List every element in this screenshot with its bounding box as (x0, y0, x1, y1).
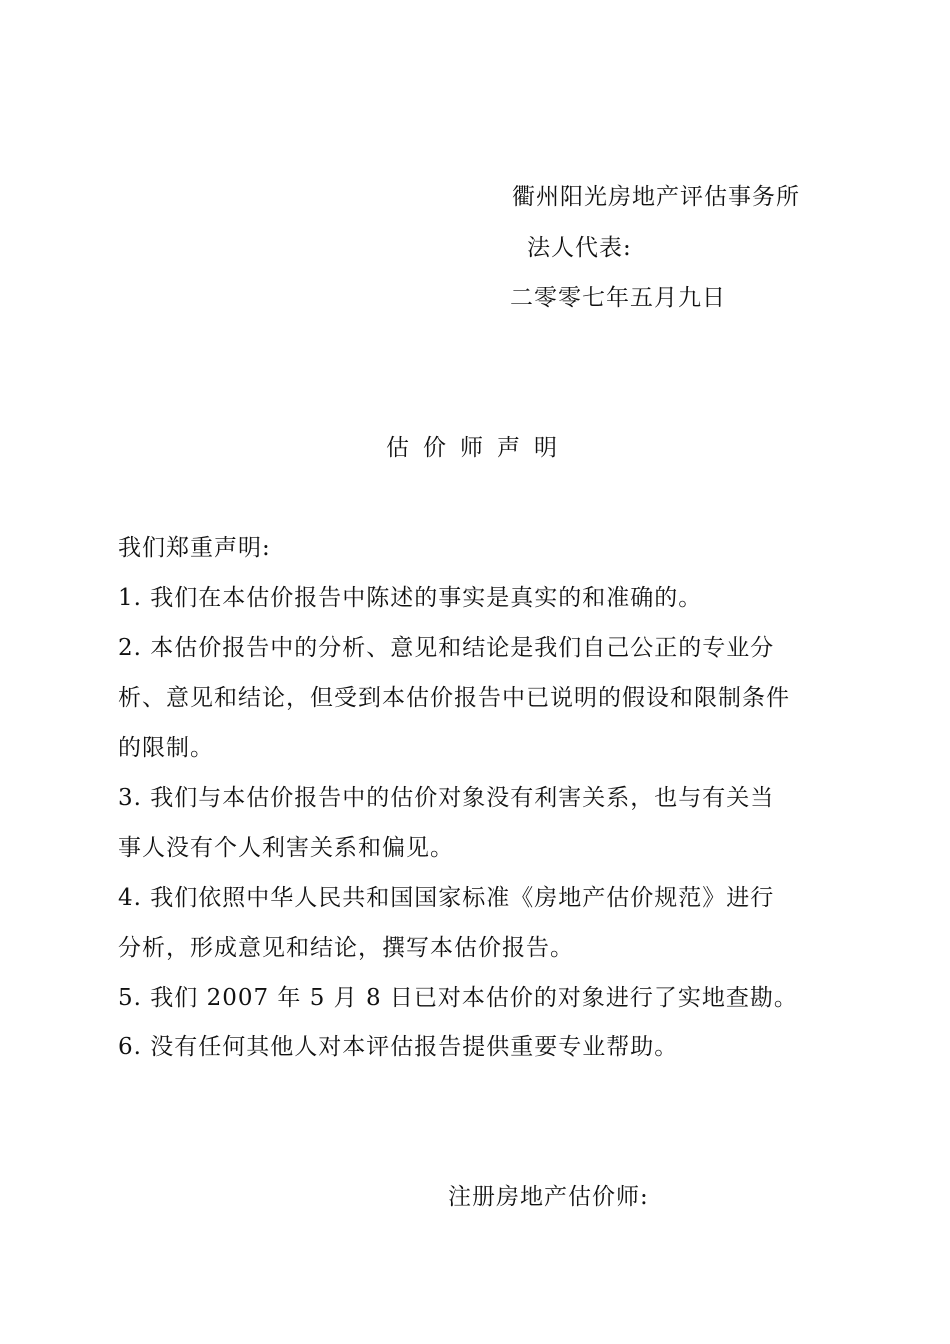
statement-line: 析、意见和结论，但受到本估价报告中已说明的假设和限制条件 (118, 685, 790, 711)
company-name: 衢州阳光房地产评估事务所 (512, 184, 800, 210)
statement-line: 5. 我们 2007 年 5 月 8 日已对本估价的对象进行了实地查勘。 (118, 985, 798, 1011)
statement-line: 3. 我们与本估价报告中的估价对象没有利害关系，也与有关当 (118, 785, 775, 811)
statement-line: 6. 没有任何其他人对本评估报告提供重要专业帮助。 (118, 1034, 679, 1060)
statement-title: 估价师声明 (386, 435, 571, 461)
statement-intro: 我们郑重声明: (118, 535, 271, 561)
statement-line: 1. 我们在本估价报告中陈述的事实是真实的和准确的。 (118, 585, 703, 611)
statement-line: 4. 我们依照中华人民共和国国家标准《房地产估价规范》进行 (118, 885, 775, 911)
document-date: 二零零七年五月九日 (510, 285, 726, 311)
statement-line: 分析，形成意见和结论，撰写本估价报告。 (118, 935, 574, 961)
legal-representative-label: 法人代表: (527, 235, 632, 261)
statement-line: 2. 本估价报告中的分析、意见和结论是我们自己公正的专业分 (118, 635, 775, 661)
registered-appraiser-label: 注册房地产估价师: (448, 1184, 649, 1210)
statement-line: 事人没有个人利害关系和偏见。 (118, 835, 454, 861)
statement-line: 的限制。 (118, 735, 214, 761)
